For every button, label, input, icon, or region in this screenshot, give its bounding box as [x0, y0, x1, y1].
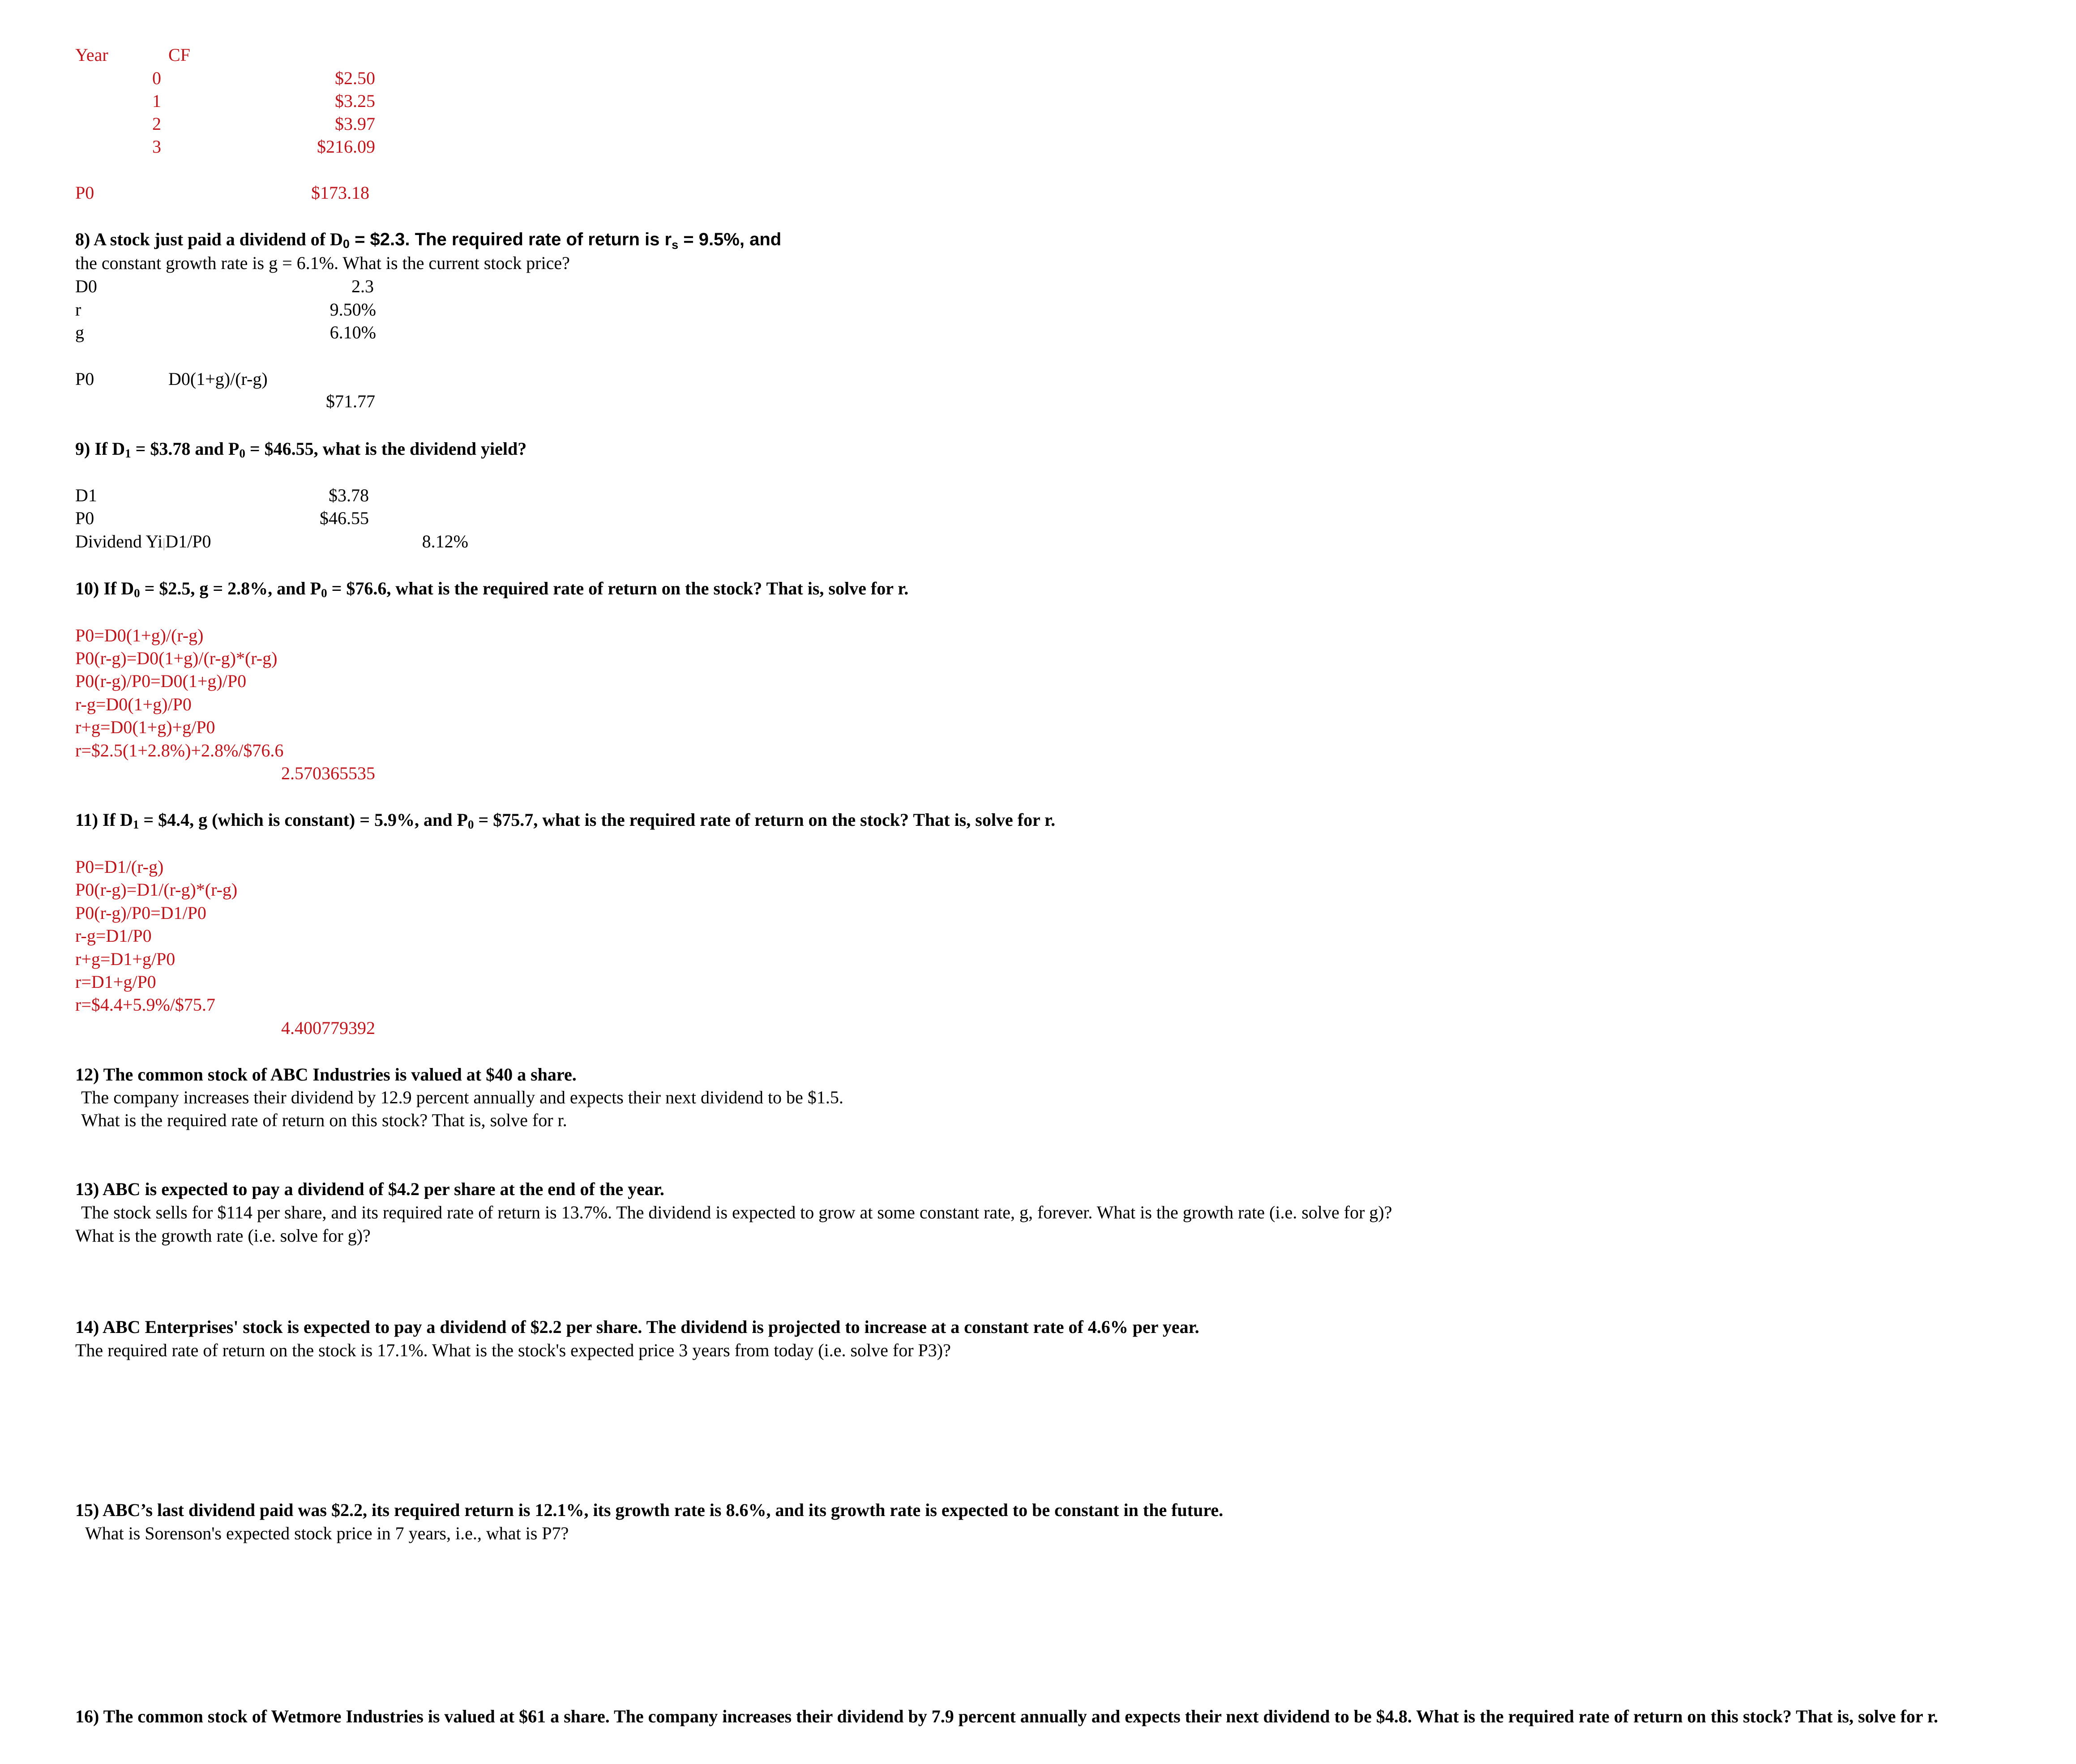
solution-step: P0=D0(1+g)/(r-g) — [75, 625, 204, 645]
year-header: Year — [75, 45, 108, 65]
p0-label: P0 — [75, 369, 94, 389]
dividend-yield-value: 8.12% — [422, 531, 468, 551]
d1-label: D1 — [75, 485, 97, 505]
p0-answer: $71.77 — [326, 391, 375, 411]
r-label: r — [75, 299, 81, 320]
solution-step: r-g=D0(1+g)/P0 — [75, 694, 192, 714]
solution-step: r+g=D0(1+g)+g/P0 — [75, 717, 215, 737]
cf-cell: $216.09 — [317, 137, 375, 157]
year-cell: 2 — [152, 114, 161, 134]
question-16-title: 16) The common stock of Wetmore Industries is valued at $61 a share. The company increases their dividend by 7.9 percent annually and expects their next dividend to be $4.8. What is the required rate of return on this stock? That is, solve for r. — [75, 1706, 1938, 1726]
solution-step: r=$2.5(1+2.8%)+2.8%/$76.6 — [75, 740, 284, 760]
question-13-text: The stock sells for $114 per share, and its required rate of return is 13.7%. The dividend is expected to grow at some constant rate, g, forever. What is the growth rate (i.e. solve for g)? — [81, 1202, 1392, 1222]
question-13-title: 13) ABC is expected to pay a dividend of $4.2 per share at the end of the year. — [75, 1179, 664, 1199]
solution-step: P0(r-g)=D1/(r-g)*(r-g) — [75, 880, 238, 900]
d1-value: $3.78 — [329, 485, 369, 505]
g-label: g — [75, 322, 84, 342]
question-12-text: What is the required rate of return on this stock? That is, solve for r. — [81, 1110, 567, 1130]
solution-step: r=D1+g/P0 — [75, 972, 156, 992]
p0-value: $173.18 — [311, 183, 369, 203]
question-14-text: The required rate of return on the stock is 17.1%. What is the stock's expected price 3 years from today (i.e. solve for P3)? — [75, 1340, 951, 1360]
solution-step: r=$4.4+5.9%/$75.7 — [75, 995, 215, 1015]
solution-answer: 2.570365535 — [281, 763, 375, 783]
solution-step: P0(r-g)/P0=D1/P0 — [75, 903, 206, 923]
cf-cell: $2.50 — [335, 68, 375, 88]
question-11-title: 11) If $D_1$ = $4.4, g (which is constant) = 5.9%, and $P_0$ = $75.7, what is the required rate of return on the stock? That is, solve for r. — [75, 810, 1056, 831]
p0-label: P0 — [75, 508, 94, 528]
year-cell: 0 — [152, 68, 161, 88]
d0-label: D0 — [75, 276, 97, 296]
question-10-title: 10) If $D_0$ = $2.5, g = 2.8%, and $P_0$ = $76.6, what is the required rate of return on the stock? That is, solve for r. — [75, 578, 909, 600]
question-12-text: The company increases their dividend by 12.9 percent annually and expects their next dividend to be $1.5. — [81, 1087, 843, 1107]
cf-cell: $3.25 — [335, 91, 375, 111]
year-cell: 1 — [152, 91, 161, 111]
question-8-text: the constant growth rate is g = 6.1%. What is the current stock price? — [75, 253, 570, 273]
p0-label: P0 — [75, 183, 94, 203]
solution-step: r-g=D1/P0 — [75, 926, 152, 946]
r-value: 9.50% — [330, 299, 376, 320]
question-9-title: 9) If $D_1$ = $3.78 and $P_0$ = $46.55, what is the dividend yield? — [75, 439, 527, 460]
p0-value: $46.55 — [320, 508, 369, 528]
g-value: 6.10% — [330, 322, 376, 342]
solution-step: r+g=D1+g/P0 — [75, 949, 175, 969]
solution-step: P0(r-g)/P0=D0(1+g)/P0 — [75, 671, 247, 691]
cf-cell: $3.97 — [335, 114, 375, 134]
solution-step: P0=D1/(r-g) — [75, 857, 164, 877]
question-13-text: What is the growth rate (i.e. solve for g)? — [75, 1226, 371, 1246]
p0-formula: D0(1+g)/(r-g) — [168, 369, 268, 389]
cf-header: CF — [168, 45, 190, 65]
question-14-title: 14) ABC Enterprises' stock is expected to pay a dividend of $2.2 per share. The dividend is projected to increase at a constant rate of 4.6% per year. — [75, 1317, 1199, 1337]
d0-value: 2.3 — [351, 276, 374, 296]
question-15-title: 15) ABC’s last dividend paid was $2.2, its required return is 12.1%, its growth rate is 8.6%, and its growth rate is expected to be constant in the future. — [75, 1500, 1224, 1520]
question-8-title: 8) A stock just paid a dividend of $D_0$ = $2.3. The required rate of return is $r_s = 9.5\%$, and — [75, 229, 782, 252]
dividend-yield-label: Dividend Yi|D1/P0 — [75, 531, 211, 551]
solution-answer: 4.400779392 — [281, 1018, 375, 1038]
solution-step: P0(r-g)=D0(1+g)/(r-g)*(r-g) — [75, 648, 278, 668]
year-cell: 3 — [152, 137, 161, 157]
question-12-title: 12) The common stock of ABC Industries is valued at $40 a share. — [75, 1064, 577, 1085]
question-15-text: What is Sorenson's expected stock price in 7 years, i.e., what is P7? — [85, 1523, 569, 1543]
